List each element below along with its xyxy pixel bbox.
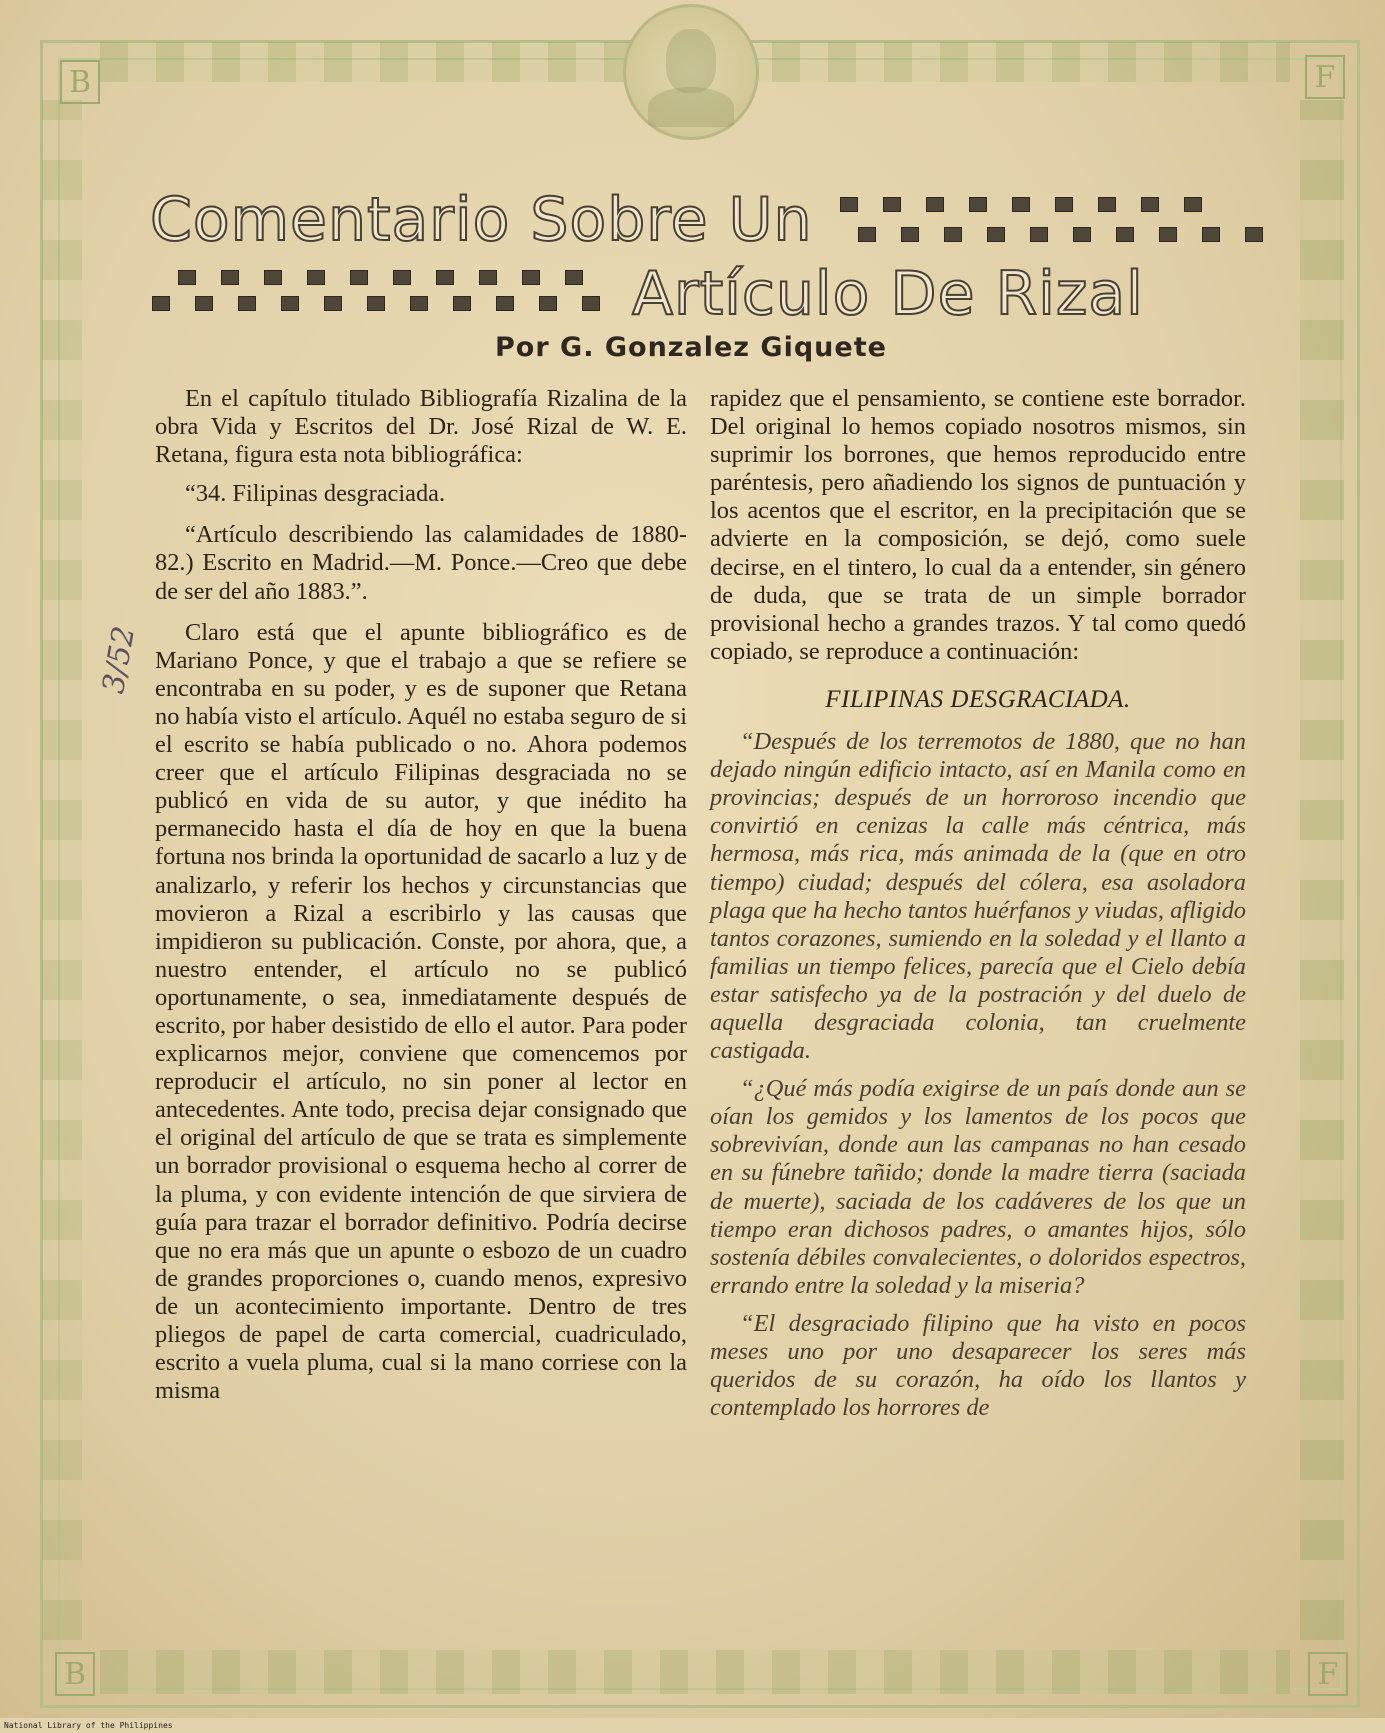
title-line-2: Artículo De Rizal xyxy=(632,259,1144,329)
corner-ornament-bottom-left: B xyxy=(55,1652,95,1696)
portrait-medallion xyxy=(623,4,759,140)
paragraph: Claro está que el apunte bibliográfico es de Mariano Ponce, y que el trabajo a que se refiere se encontraba en su poder, y es de suponer que Retana no había visto el artículo. Aquél no estaba seguro de si el escrito se había publicado o no. Ahora podemos creer que el artículo Filipinas desgraciada no se publicó en vida de su autor, y que inédito ha permanecido hasta el día de hoy en que la buena fortuna nos brinda la oportunidad de sacarlo a luz y de analizarlo, y referir los hechos y circunstancias que movieron a Rizal a escribirlo y las causas que impidieron su publicación. Conste, por ahora, que, a nuestro entender, el artículo no se publicó oportunamente, o sea, inmediatamente después de escrito, por haber desistido de ello el autor. Para poder explicarnos mejor, conviene que comencemos por reproducir el artículo, no sin poner al lector en antecedentes. Ante todo, precisa dejar consignado que el original del artículo de que se trata es simplemente un borrador provisional o esquema hecho al correr de la pluma, y con evidente intención de que sirviera de guía para trazar el borrador definitivo. Podría decirse que no era más que un apunte o esbozo de un cuadro de grandes proporciones o, cuando menos, expresivo de un acontecimiento importante. Dentro de tres pliegos de papel de carta comercial, cuadriculado, escrito a vuela pluma, cual si la mano corriese con la misma xyxy=(155,618,687,1405)
paragraph: “¿Qué más podía exigirse de un país donde aun se oían los gemidos y los lamentos de los pocos que sobrevivían, donde aun las campanas no han cesado en su fúnebre tañido; donde la madre tierra (saciada de muerte), saciada de los cadáveres de los que un tiempo eran dichosos padres, o amantes hijos, sólo sostenía débiles convalecientes, o doloridos espectros, errando entre la soledad y la miseria? xyxy=(710,1075,1246,1299)
paragraph: “El desgraciado filipino que ha visto en pocos meses uno por uno desaparecer los seres más queridos de su corazón, ha oído los llantos y contemplado los horrores de xyxy=(710,1309,1246,1422)
title-line-1: Comentario Sobre Un xyxy=(150,185,813,255)
corner-ornament-bottom-right: F xyxy=(1308,1652,1348,1696)
title-ornament-row xyxy=(152,296,600,311)
corner-ornament-top-left: B xyxy=(60,60,100,104)
library-footer: National Library of the Philippines xyxy=(4,1721,173,1730)
paragraph: “Artículo describiendo las calamidades de 1880-82.) Escrito en Madrid.—M. Ponce.—Creo que debe de ser del año 1883.”. xyxy=(155,521,687,605)
title-ornament-row xyxy=(858,227,1263,242)
byline: Por G. Gonzalez Giquete xyxy=(495,332,887,363)
ornament-band-bottom xyxy=(100,1650,1290,1694)
paragraph: rapidez que el pensamiento, se contiene este borrador. Del original lo hemos copiado nosotros mismos, sin suprimir los borrones, que hemos reproducido entre paréntesis, pero añadiendo los signos de puntuación y los acentos que el escritor, en la precipitación que se advierte en la composición, se dejó, como suele decirse, en el tintero, lo cual da a entender, sin género de duda, que se trata de un simple borrador provisional hecho a grandes trazos. Y tal como quedó copiado, se reproduce a continuación: xyxy=(710,385,1246,665)
right-column xyxy=(710,385,1246,1432)
paragraph: En el capítulo titulado Bibliografía Rizalina de la obra Vida y Escritos del Dr. José Rizal de W. E. Retana, figura esta nota bibliográfica: xyxy=(155,385,687,469)
ornament-band-left xyxy=(42,100,82,1640)
paragraph: “34. Filipinas desgraciada. xyxy=(185,480,446,508)
portrait-bust xyxy=(648,87,734,127)
corner-ornament-top-right: F xyxy=(1305,55,1345,99)
paragraph: “Después de los terremotos de 1880, que no han dejado ningún edificio intacto, así en Manila como en provincias; después de un horroroso incendio que convirtió en cenizas la calle más céntrica, más hermosa, más rica, más animada de la (que en otro tiempo) ciudad; después del cólera, esa asoladora plaga que ha hecho tantos huérfanos y viudas, afligido tantos corazones, sumiendo en la soledad y el llanto a familias un tiempo felices, parecía que el Cielo debía estar satisfecho ya de la postración y del duelo de aquella desgraciada colonia, tan cruelmente castigada. xyxy=(710,728,1246,1065)
handwritten-margin-note: 3/52 xyxy=(96,623,143,697)
title-ornament-row xyxy=(840,197,1202,212)
section-heading: FILIPINAS DESGRACIADA. xyxy=(825,685,1131,713)
quoted-article xyxy=(710,728,1246,1422)
title-ornament-row xyxy=(178,270,583,285)
left-column xyxy=(155,385,687,1418)
ornament-band-right xyxy=(1300,100,1344,1640)
portrait-face xyxy=(666,29,716,93)
